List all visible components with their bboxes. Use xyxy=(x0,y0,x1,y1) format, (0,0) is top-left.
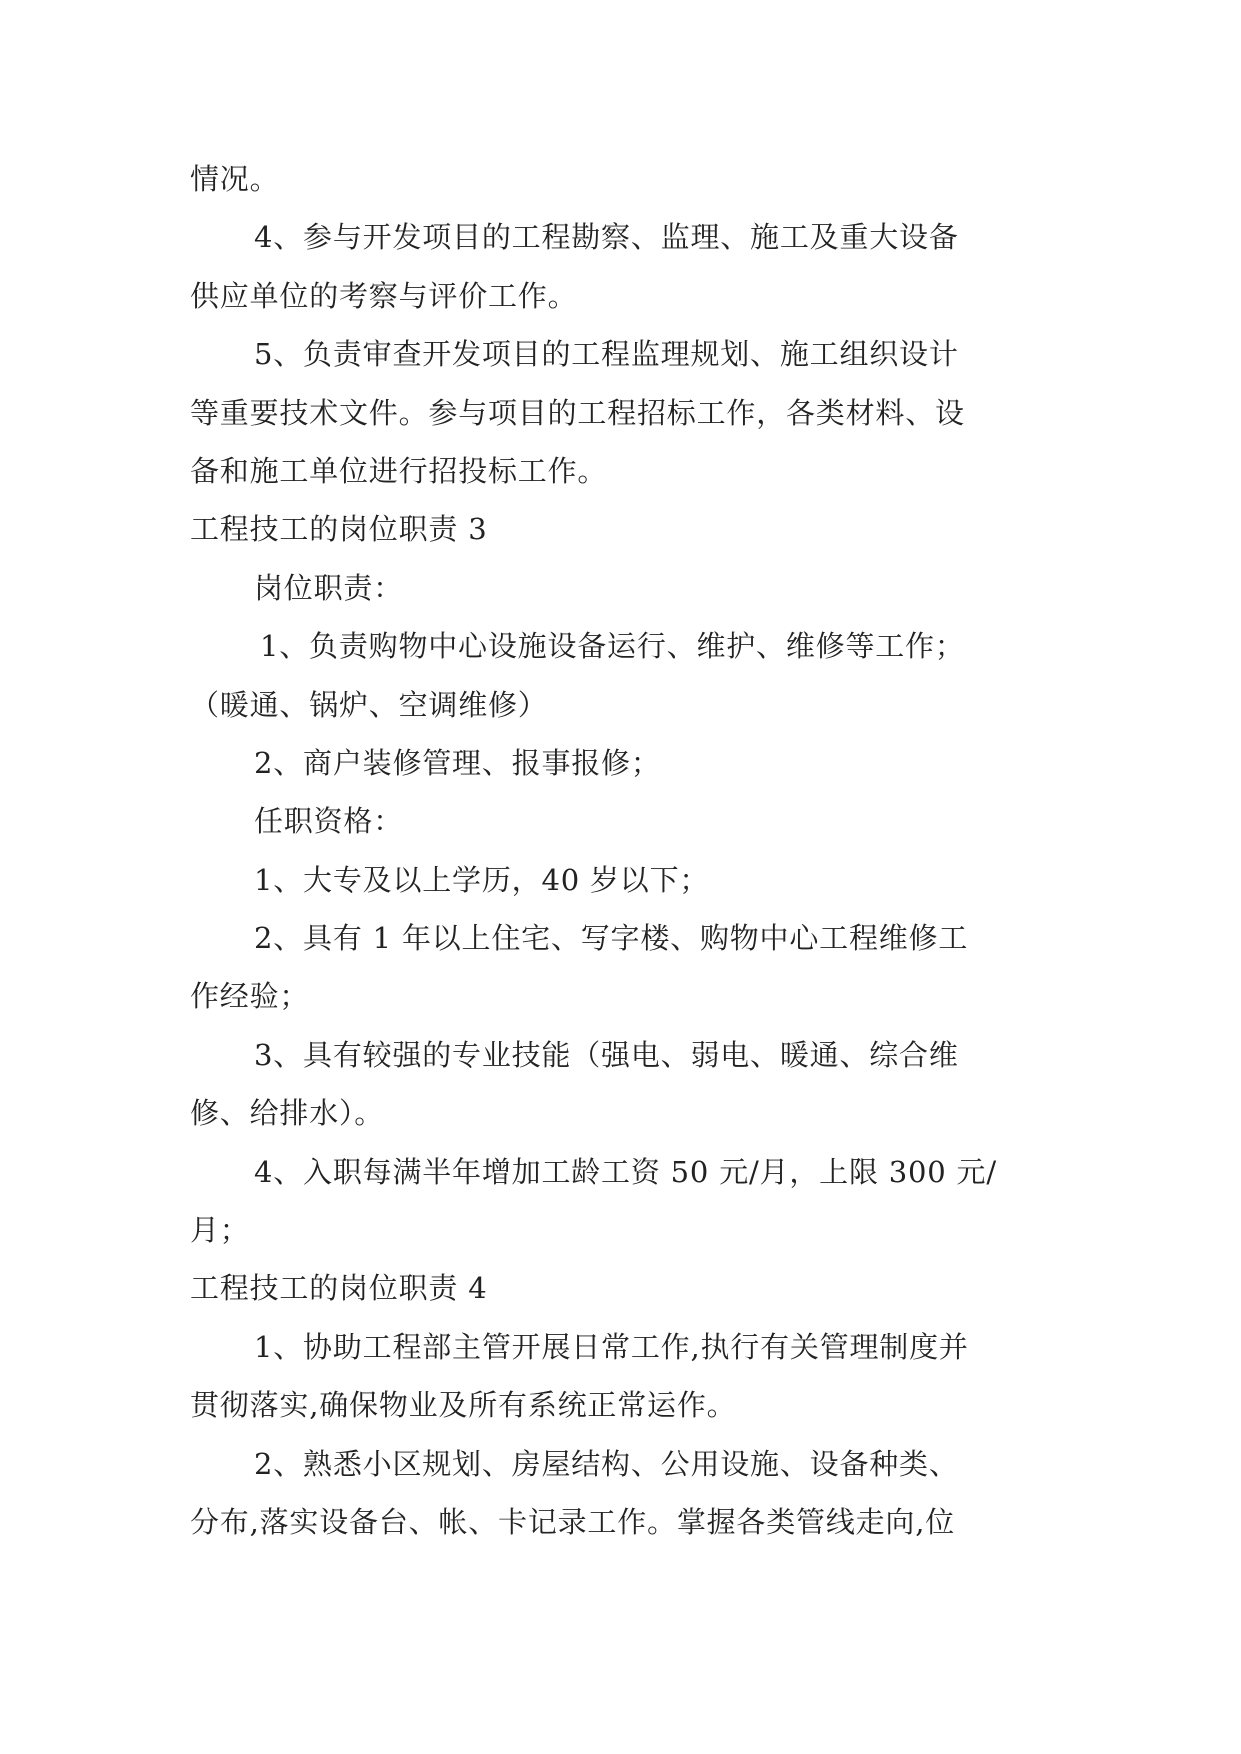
qualification-item-3-line-1: 3、具有较强的专业技能（强电、弱电、暖通、综合维 xyxy=(254,1037,959,1072)
section-heading-4: 工程技工的岗位职责 4 xyxy=(190,1271,488,1306)
duty-item-1-line-1: 1、负责购物中心设施设备运行、维护、维修等工作； xyxy=(260,629,965,664)
list-item-4-line-2: 供应单位的考察与评价工作。 xyxy=(190,278,578,313)
section-heading-3: 工程技工的岗位职责 3 xyxy=(190,512,488,547)
text-line: 情况。 xyxy=(190,162,280,196)
duty-item-1-line-2: （暖通、锅炉、空调维修） xyxy=(190,687,548,722)
subheading-duties: 岗位职责： xyxy=(254,570,404,605)
list-item-5-line-3: 备和施工单位进行招投标工作。 xyxy=(190,453,608,488)
section4-item-2-line-2: 分布,落实设备台、帐、卡记录工作。掌握各类管线走向,位 xyxy=(190,1504,956,1539)
duty-item-2: 2、商户装修管理、报事报修； xyxy=(254,745,661,780)
list-item-5-line-2: 等重要技术文件。参与项目的工程招标工作，各类材料、设 xyxy=(190,395,965,430)
list-item-5-line-1: 5、负责审查开发项目的工程监理规划、施工组织设计 xyxy=(254,337,959,372)
list-item-4-line-1: 4、参与开发项目的工程勘察、监理、施工及重大设备 xyxy=(254,220,959,255)
qualification-item-4-line-1: 4、入职每满半年增加工龄工资 50 元/月，上限 300 元/ xyxy=(254,1154,997,1189)
section4-item-2-line-1: 2、熟悉小区规划、房屋结构、公用设施、设备种类、 xyxy=(254,1446,959,1481)
qualification-item-4-line-2: 月； xyxy=(190,1213,250,1248)
section4-item-1-line-2: 贯彻落实,确保物业及所有系统正常运作。 xyxy=(190,1388,737,1423)
subheading-qualifications: 任职资格： xyxy=(254,804,404,839)
qualification-item-3-line-2: 修、给排水）。 xyxy=(190,1096,385,1131)
section4-item-1-line-1: 1、协助工程部主管开展日常工作,执行有关管理制度并 xyxy=(254,1329,969,1364)
qualification-item-1: 1、大专及以上学历，40 岁以下； xyxy=(254,862,710,897)
document-body xyxy=(190,150,1050,1551)
qualification-item-2-line-1: 2、具有 1 年以上住宅、写字楼、购物中心工程维修工 xyxy=(254,921,969,956)
qualification-item-2-line-2: 作经验； xyxy=(190,979,310,1014)
